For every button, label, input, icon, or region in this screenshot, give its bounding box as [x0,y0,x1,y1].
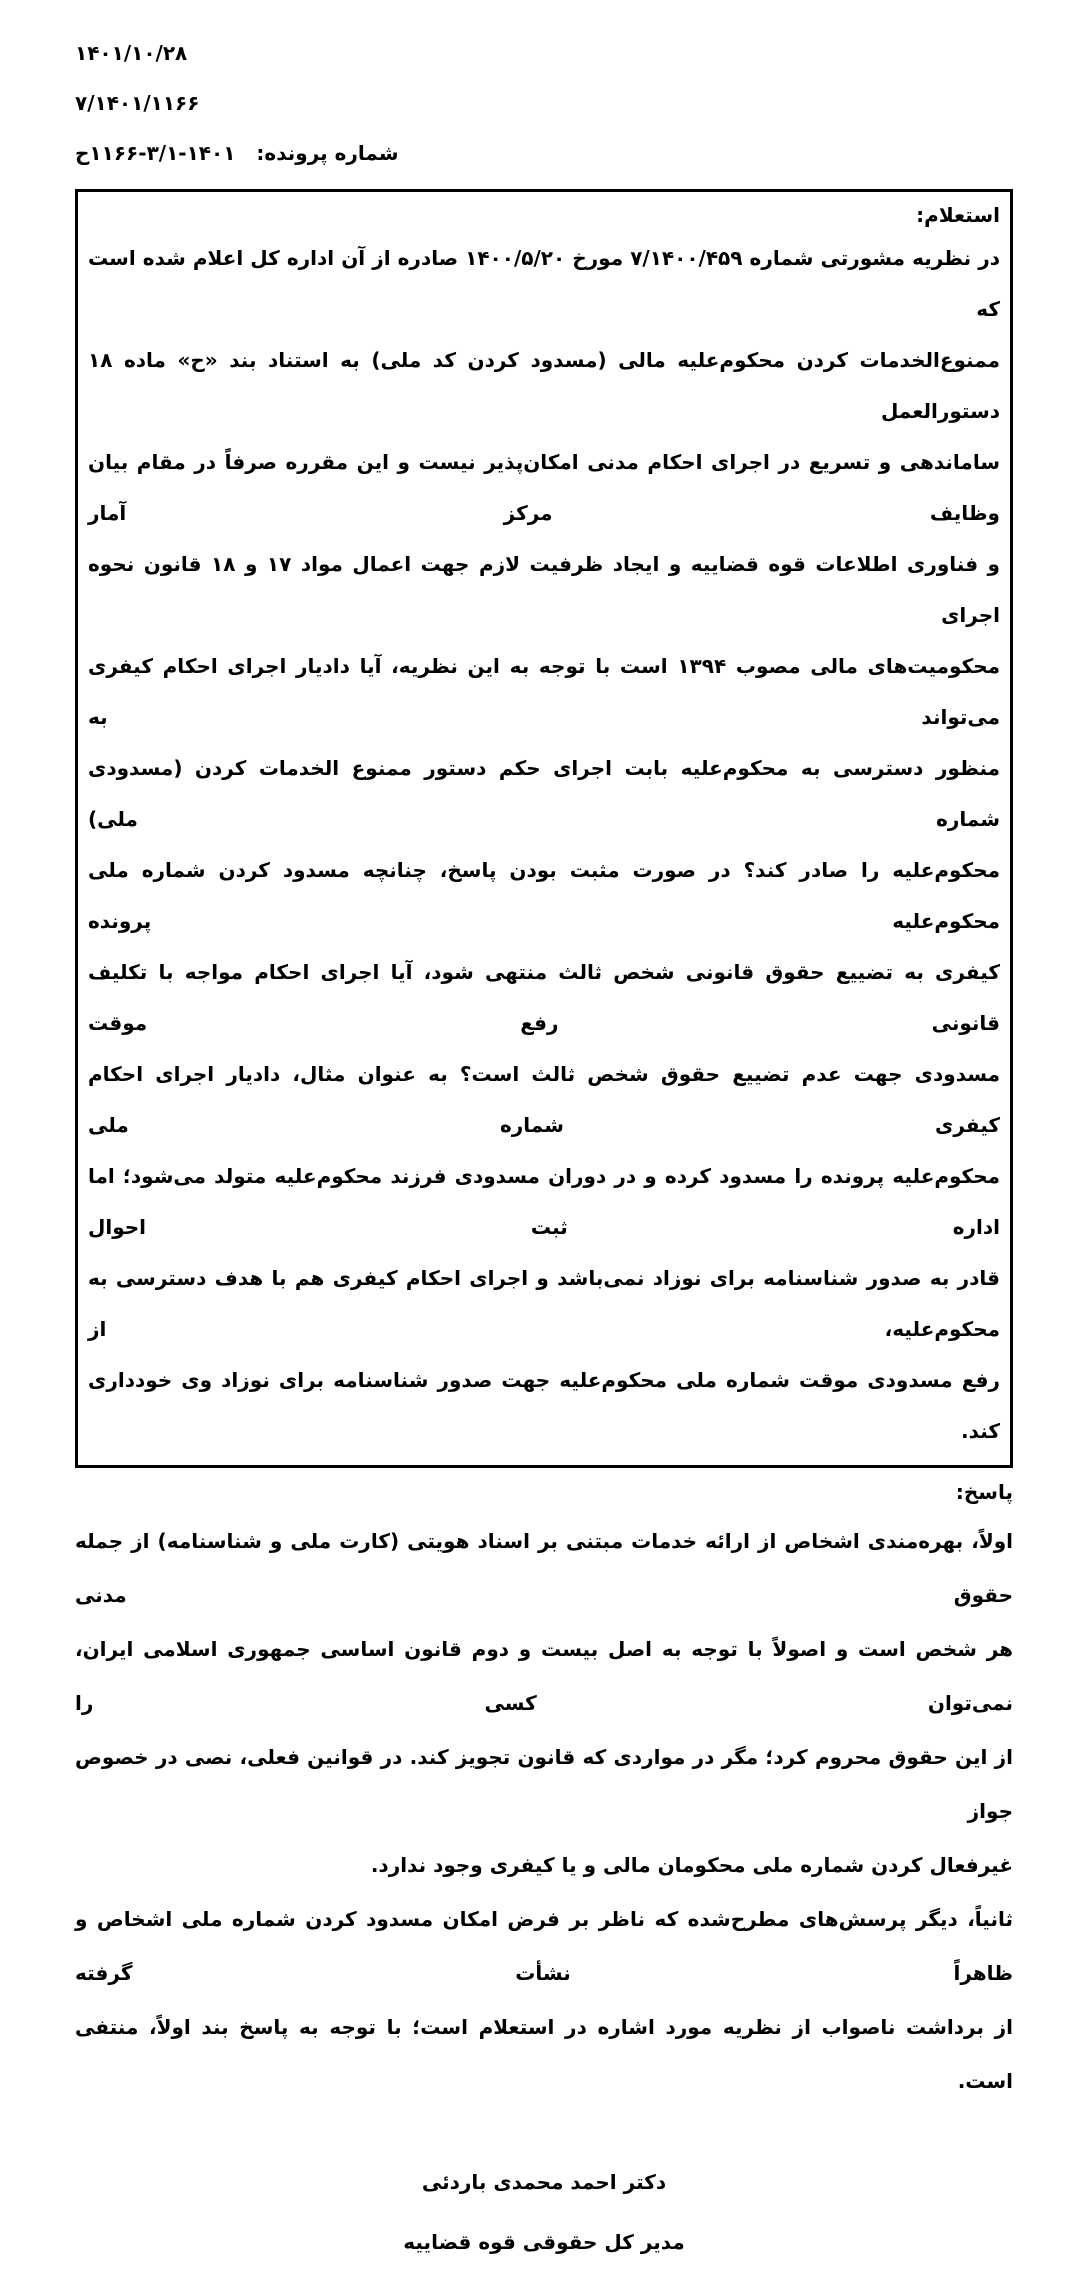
inquiry-line: محکوم‌علیه را صادر کند؟ در صورت مثبت بودن پاسخ، چنانچه مسدود کردن شماره ملی محکوم‌علیه پرونده [88,858,1000,933]
inquiry-line: در نظریه مشورتی شماره ۷/۱۴۰۰/۴۵۹ مورخ ۱۴۰۰/۵/۲۰ صادره از آن اداره کل اعلام شده است که [88,246,1001,321]
inquiry-text [88,233,1000,1457]
document-date: ۱۴۰۱/۱۰/۲۸ [75,41,188,65]
signature-block [75,2152,1013,2272]
inquiry-line: قادر به صدور شناسنامه برای نوزاد نمی‌باشد و اجرای احکام کیفری هم با هدف دسترسی به محکوم‌علیه، از [88,1266,1000,1341]
inquiry-line: و فناوری اطلاعات قوه قضاییه و ایجاد ظرفیت لازم جهت اعمال مواد ۱۷ و ۱۸ قانون نحوه اجرای [88,552,1000,627]
answer-line: ثانیاً، دیگر پرسش‌های مطرح‌شده که ناظر بر فرض امکان مسدود کردن شماره ملی اشخاص و ظاهراً نشأت گرفته [75,1907,1013,1985]
case-number-label: شماره پرونده: [256,141,399,165]
inquiry-line: محکومیت‌های مالی مصوب ۱۳۹۴ است با توجه به این نظریه، آیا دادیار اجرای احکام کیفری می‌تواند به [88,654,1000,729]
inquiry-line: مسدودی جهت عدم تضییع حقوق شخص ثالث است؟ به عنوان مثال، دادیار اجرای احکام کیفری شماره ملی [88,1062,1000,1137]
answer-line: غیرفعال کردن شماره ملی محکومان مالی و یا کیفری وجود ندارد. [370,1853,1013,1877]
inquiry-line: محکوم‌علیه پرونده را مسدود کرده و در دوران مسدودی فرزند محکوم‌علیه متولد می‌شود؛ اما اداره ثبت احوال [88,1164,1000,1239]
case-number-value: ۱۴۰۱-۳/۱-۱۱۶۶ح [75,141,236,165]
inquiry-line: ساماندهی و تسریع در اجرای احکام مدنی امکان‌پذیر نیست و این مقرره صرفاً در مقام بیان وظایف مرکز آمار [88,450,1000,525]
answer-label: پاسخ: [955,1480,1013,1504]
answer-line: اولاً، بهره‌مندی اشخاص از ارائه خدمات مبتنی بر اسناد هویتی (کارت ملی و شناسنامه) از جمله حقوق مدنی [75,1529,1013,1607]
opinion-reference-number: ۷/۱۴۰۱/۱۱۶۶ [75,91,200,115]
inquiry-label: استعلام: [916,203,1000,227]
answer-paragraph-first [75,1514,1013,1892]
answer-line: از این حقوق محروم کرد؛ مگر در مواردی که قانون تجویز کند. در قوانین فعلی، نصی در خصوص جواز [75,1745,1013,1823]
document-header [75,28,1013,178]
answer-section [75,1470,1013,2108]
answer-line: از برداشت ناصواب از نظریه مورد اشاره در استعلام است؛ با توجه به پاسخ بند اولاً، منتفی است. [75,2015,1013,2093]
inquiry-line: کیفری به تضییع حقوق قانونی شخص ثالث منتهی شود، آیا اجرای احکام مواجه با تکلیف قانونی رفع موقت [88,960,1000,1035]
inquiry-line: رفع مسدودی موقت شماره ملی محکوم‌علیه جهت صدور شناسنامه برای نوزاد وی خودداری کند. [88,1368,1000,1443]
signatory-name: دکتر احمد محمدی باردئی [421,2170,667,2194]
signatory-title: مدیر کل حقوقی قوه قضاییه [403,2230,685,2254]
inquiry-box [75,189,1013,1468]
answer-paragraph-second [75,1892,1013,2108]
answer-line: هر شخص است و اصولاً با توجه به اصل بیست و دوم قانون اساسی جمهوری اسلامی ایران، نمی‌توان کسی را [75,1637,1013,1715]
inquiry-line: منظور دسترسی به محکوم‌علیه بابت اجرای حکم دستور ممنوع الخدمات کردن (مسدودی شماره ملی) [88,756,1000,831]
case-number-line [75,128,1013,178]
inquiry-line: ممنوع‌الخدمات کردن محکوم‌علیه مالی (مسدود کردن کد ملی) به استناد بند «ح» ماده ۱۸ دستورالعمل [88,348,1000,423]
